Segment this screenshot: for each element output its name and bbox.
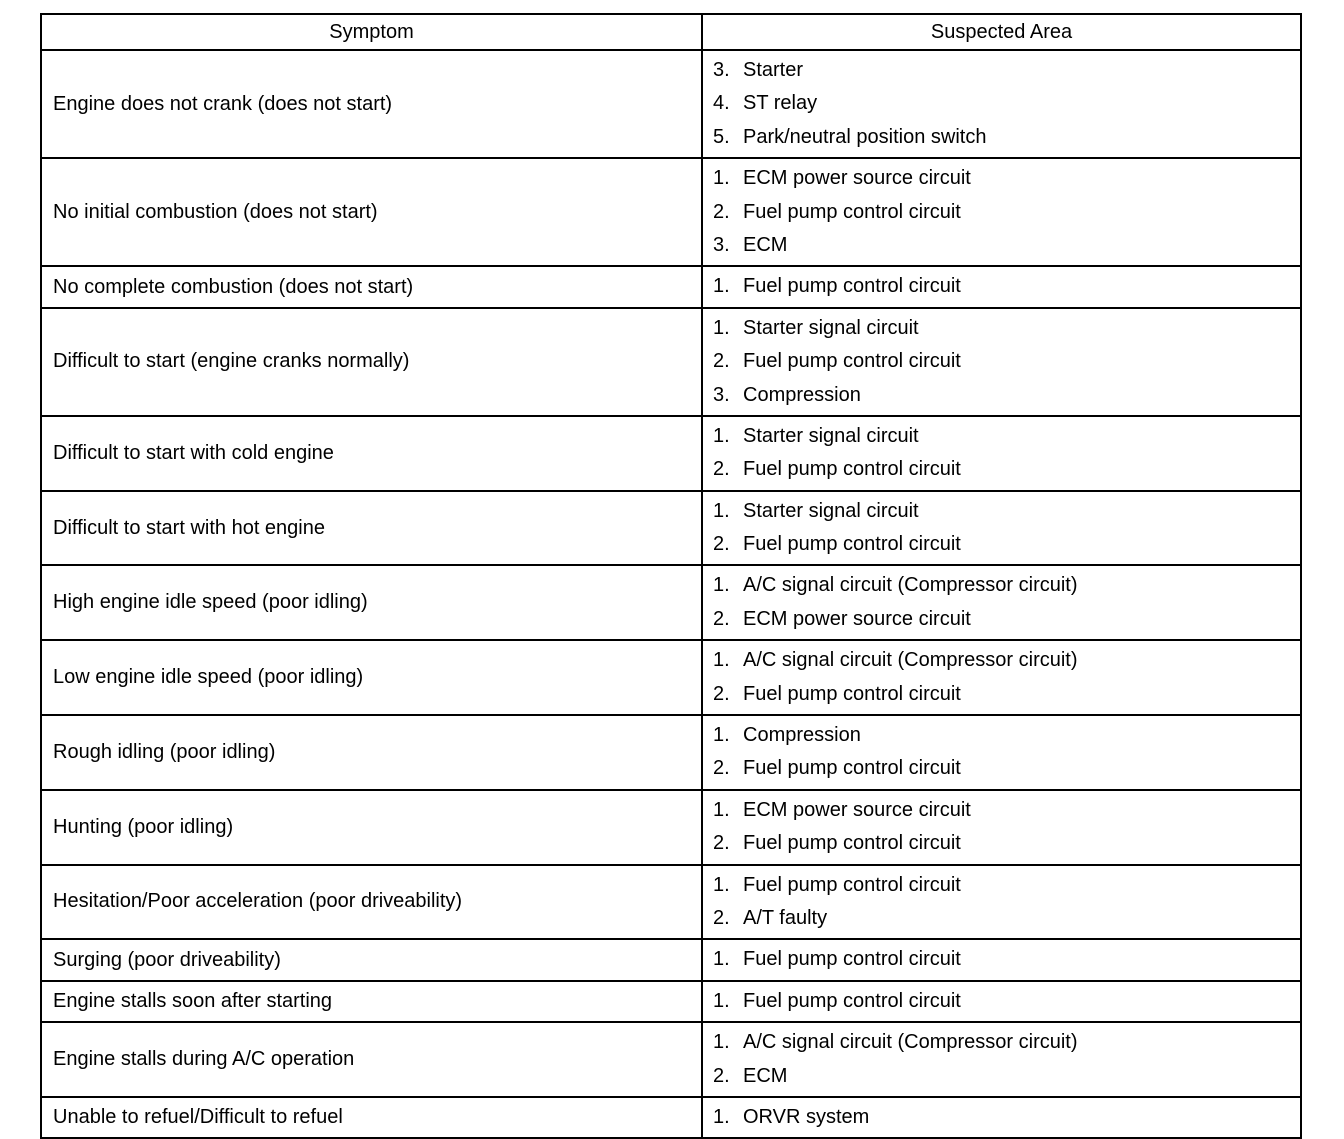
- item-text: Fuel pump control circuit: [743, 458, 961, 481]
- suspected-area-cell: [702, 865, 1301, 940]
- symptom-cell: High engine idle speed (poor idling): [41, 565, 702, 640]
- suspected-area-item: [713, 569, 1300, 602]
- suspected-area-item: [713, 943, 1300, 976]
- suspected-area-item: [713, 229, 1300, 262]
- suspected-area-item: [713, 420, 1300, 453]
- table-row: [41, 308, 1301, 416]
- item-text: Starter signal circuit: [743, 499, 919, 522]
- suspected-area-item: [713, 794, 1300, 827]
- item-text: ECM power source circuit: [743, 167, 971, 190]
- suspected-area-item: [713, 345, 1300, 378]
- item-text: A/C signal circuit (Compressor circuit): [743, 1031, 1078, 1054]
- item-number: 2.: [713, 350, 730, 373]
- item-text: Fuel pump control circuit: [743, 275, 961, 298]
- item-number: 2.: [713, 458, 730, 481]
- suspected-area-item: [713, 603, 1300, 636]
- item-text: Fuel pump control circuit: [743, 200, 961, 223]
- table-row: [41, 158, 1301, 266]
- item-text: A/C signal circuit (Compressor circuit): [743, 649, 1078, 672]
- symptom-cell: Hesitation/Poor acceleration (poor driveability): [41, 865, 702, 940]
- item-number: 3.: [713, 59, 730, 81]
- suspected-area-item: [713, 196, 1300, 229]
- suspected-area-item: [713, 453, 1300, 486]
- table-row: [41, 50, 1301, 158]
- suspected-area-cell: [702, 50, 1301, 158]
- item-text: Fuel pump control circuit: [743, 948, 961, 971]
- suspected-area-cell: [702, 266, 1301, 307]
- suspected-area-cell: [702, 565, 1301, 640]
- suspected-area-cell: [702, 308, 1301, 416]
- symptom-cell: Low engine idle speed (poor idling): [41, 640, 702, 715]
- symptom-cell: Engine stalls during A/C operation: [41, 1022, 702, 1097]
- header-suspected-area: Suspected Area: [702, 14, 1301, 50]
- item-number: 1.: [713, 649, 730, 672]
- item-text: Starter signal circuit: [743, 424, 919, 447]
- symptom-cell: Difficult to start (engine cranks normally): [41, 308, 702, 416]
- suspected-area-cell: [702, 158, 1301, 266]
- table-row: [41, 416, 1301, 491]
- item-text: Fuel pump control circuit: [743, 873, 961, 896]
- suspected-area-item: [713, 827, 1300, 860]
- suspected-area-item: [713, 270, 1300, 303]
- item-number: 1.: [713, 724, 730, 747]
- item-number: 1.: [713, 989, 730, 1012]
- symptom-cell: Difficult to start with hot engine: [41, 491, 702, 566]
- item-number: 1.: [713, 1031, 730, 1054]
- table-row: [41, 981, 1301, 1022]
- item-number: 1.: [713, 316, 730, 339]
- item-text: ST relay: [743, 92, 818, 115]
- table-row: [41, 790, 1301, 865]
- symptom-table: [40, 13, 1302, 1139]
- table-row: [41, 1022, 1301, 1097]
- suspected-area-cell: [702, 416, 1301, 491]
- item-number: 2.: [713, 832, 730, 855]
- item-number: 2.: [713, 906, 730, 929]
- item-number: 1.: [713, 873, 730, 896]
- item-number: 1.: [713, 424, 730, 447]
- item-text: Starter: [743, 59, 804, 81]
- item-text: A/T faulty: [743, 906, 828, 929]
- item-number: 1.: [713, 1105, 730, 1128]
- suspected-area-item: [713, 902, 1300, 935]
- suspected-area-item: [713, 1101, 1300, 1134]
- item-text: ECM: [743, 233, 788, 256]
- item-text: A/C signal circuit (Compressor circuit): [743, 574, 1078, 597]
- item-text: ORVR system: [743, 1105, 870, 1128]
- suspected-area-cell: [702, 939, 1301, 980]
- suspected-area-item: [713, 719, 1300, 752]
- symptom-cell: Unable to refuel/Difficult to refuel: [41, 1097, 702, 1138]
- item-number: 2.: [713, 607, 730, 630]
- item-text: Fuel pump control circuit: [743, 682, 961, 705]
- item-number: 2.: [713, 757, 730, 780]
- suspected-area-cell: [702, 790, 1301, 865]
- suspected-area-cell: [702, 491, 1301, 566]
- item-text: Fuel pump control circuit: [743, 533, 961, 556]
- symptom-cell: Surging (poor driveability): [41, 939, 702, 980]
- item-text: Fuel pump control circuit: [743, 350, 961, 373]
- table-row: [41, 715, 1301, 790]
- item-number: 5.: [713, 125, 730, 148]
- suspected-area-item: [713, 644, 1300, 677]
- suspected-area-item: [713, 495, 1300, 528]
- item-text: Fuel pump control circuit: [743, 832, 961, 855]
- item-text: Park/neutral position switch: [743, 125, 987, 148]
- suspected-area-item: [713, 312, 1300, 345]
- symptom-cell: Difficult to start with cold engine: [41, 416, 702, 491]
- item-number: 4.: [713, 92, 730, 115]
- suspected-area-item: [713, 528, 1300, 561]
- item-text: ECM: [743, 1064, 788, 1087]
- table-row: [41, 939, 1301, 980]
- symptom-cell: Rough idling (poor idling): [41, 715, 702, 790]
- item-number: 1.: [713, 167, 730, 190]
- table-row: [41, 1097, 1301, 1138]
- table-row: [41, 640, 1301, 715]
- item-number: 1.: [713, 948, 730, 971]
- suspected-area-item: [713, 985, 1300, 1018]
- suspected-area-item: [713, 121, 1300, 154]
- symptom-cell: Hunting (poor idling): [41, 790, 702, 865]
- item-number: 3.: [713, 383, 730, 406]
- item-text: Compression: [743, 724, 861, 747]
- item-number: 1.: [713, 574, 730, 597]
- suspected-area-item: [713, 752, 1300, 785]
- item-text: ECM power source circuit: [743, 798, 971, 821]
- item-text: ECM power source circuit: [743, 607, 971, 630]
- suspected-area-cell: [702, 981, 1301, 1022]
- suspected-area-item: [713, 1060, 1300, 1093]
- item-text: Compression: [743, 383, 861, 406]
- item-number: 1.: [713, 499, 730, 522]
- item-number: 1.: [713, 798, 730, 821]
- item-text: Starter signal circuit: [743, 316, 919, 339]
- suspected-area-item: [713, 54, 1300, 87]
- item-number: 2.: [713, 682, 730, 705]
- item-text: Fuel pump control circuit: [743, 757, 961, 780]
- table-row: [41, 565, 1301, 640]
- suspected-area-item: [713, 869, 1300, 902]
- suspected-area-item: [713, 1026, 1300, 1059]
- item-number: 2.: [713, 533, 730, 556]
- table-row: [41, 865, 1301, 940]
- header-row: [41, 14, 1301, 50]
- item-text: Fuel pump control circuit: [743, 989, 961, 1012]
- header-symptom: Symptom: [41, 14, 702, 50]
- table-body: [41, 50, 1301, 1138]
- symptom-cell: Engine stalls soon after starting: [41, 981, 702, 1022]
- table-row: [41, 491, 1301, 566]
- item-number: 1.: [713, 275, 730, 298]
- suspected-area-cell: [702, 715, 1301, 790]
- symptom-cell: No complete combustion (does not start): [41, 266, 702, 307]
- item-number: 2.: [713, 200, 730, 223]
- symptom-cell: Engine does not crank (does not start): [41, 50, 702, 158]
- suspected-area-item: [713, 162, 1300, 195]
- suspected-area-cell: [702, 640, 1301, 715]
- suspected-area-item: [713, 678, 1300, 711]
- table-row: [41, 266, 1301, 307]
- item-number: 3.: [713, 233, 730, 256]
- suspected-area-item: [713, 87, 1300, 120]
- suspected-area-cell: [702, 1097, 1301, 1138]
- symptom-cell: No initial combustion (does not start): [41, 158, 702, 266]
- suspected-area-item: [713, 379, 1300, 412]
- item-number: 2.: [713, 1064, 730, 1087]
- suspected-area-cell: [702, 1022, 1301, 1097]
